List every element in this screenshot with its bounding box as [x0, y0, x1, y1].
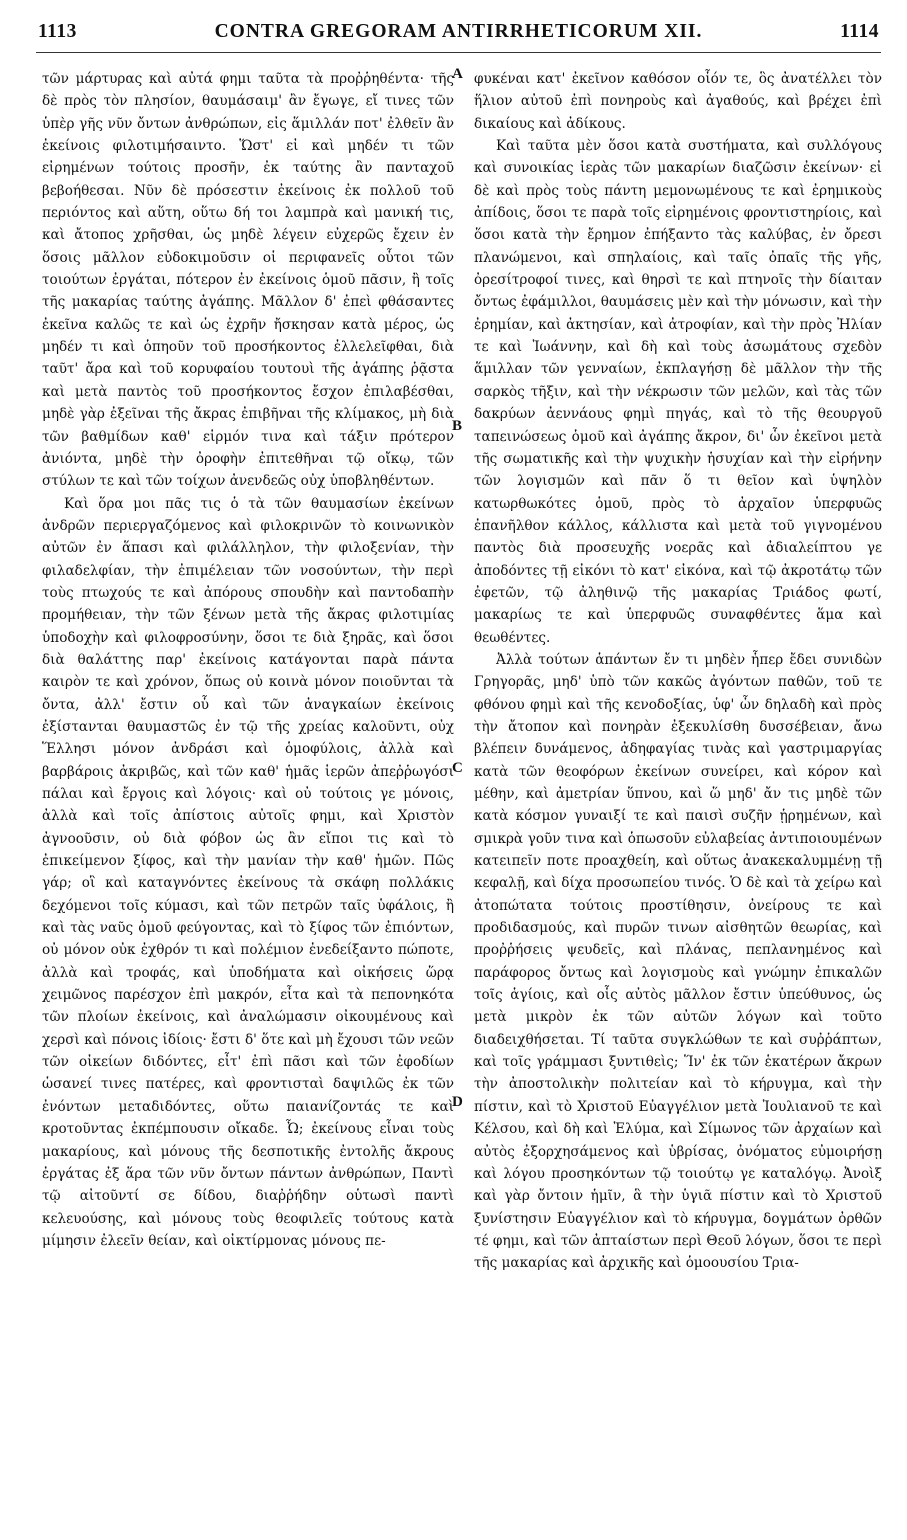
page-number-left: 1113	[38, 21, 77, 42]
paragraph: φυκέναι κατ' ἐκεῖνον καθόσον οἷόν τε, ὃς ἀνατέλλει τὸν ἥλιον αὐτοῦ ἐπὶ πονηροὺς καὶ ἀγαθούς, καὶ βρέχει ἐπὶ δικαίους καὶ ἀδίκους.	[474, 71, 882, 132]
paragraph: Καὶ ταῦτα μὲν ὅσοι κατὰ συστήματα, καὶ συλλόγους καὶ συνοικίας ἱερὰς τῶν μακαρίων διαζῶσιν ἐκείνων· εἰ δὲ καὶ πρὸς τοὺς πάντη μεμονωμένους τε καὶ ἐρημικοὺς ἀπίδοις, ὅσοι τε παρὰ τοῖς εἰρημένοις φροντιστηρίοις, καὶ ὅσοι κατὰ τὴν ἔρημον ἐπήξαντο τὰς καλύβας, ἐν ὄρεσι πλανώμενοι, καὶ σπηλαίοις, καὶ ταῖς ὀπαῖς τῆς γῆς, ὀρεσίτροφοί τινες, καὶ θηρσὶ τε καὶ πτηνοῖς τὴν δίαιταν ὄντως ἐφάμιλλοι, θαυμάσεις μὲν καὶ τὴν μόνωσιν, καὶ τὴν ἐρημίαν, καὶ ἀκτησίαν, καὶ ἀτροφίαν, καὶ τὴν πρὸς Ἠλίαν τε καὶ Ἰωάννην, καὶ δὴ καὶ τοὺς ἀσωμάτους σχεδὸν ἅμιλλαν τῶν γενναίων, ἐκπλαγήσῃ δὲ μᾶλλον τὴν τῆς σαρκὸς τῆξιν, καὶ τὴν νέκρωσιν τῶν μελῶν, καὶ τὰς τῶν δακρύων ἀεννάους φημὶ πηγάς, καὶ τὸ τῆς θεουργοῦ ταπεινώσεως ὁμοῦ καὶ ἀγάπης ἄκρον, δι' ὧν ἐκεῖνοι μετὰ τῆς σωματικῆς καὶ τὴν ψυχικὴν ἡσυχίαν καὶ τὴν εἰρήνην τῶν λογισμῶν καὶ πᾶν ὅ τι θεῖον καὶ ὑψηλὸν κατωρθωκότες ὁμοῦ, πρὸς τὸ ἀρχαῖον ὑπερφυῶς ἐπανῆλθον κάλλος, κάλλιστα καὶ μετὰ τοῦ γιγνομένου παντὸς διὰ προσευχῆς νοερᾶς καὶ ἀδιαλείπτου γε ἀποδόντες τῇ εἰκόνι τὸ κατ' εἰκόνα, καὶ τῷ ἀκροτάτῳ τῶν ἐφετῶν, τῷ ἀληθινῷ τῆς μακαρίας Τριάδος φωτί, μακαρίως τε καὶ ὑπερφυῶς συναφθέντες ἅμα καὶ θεωθέντες.	[474, 138, 882, 646]
running-title: CONTRA GREGORAM ANTIRRHETICORUM XII.	[214, 21, 703, 42]
header-rule	[36, 52, 881, 53]
running-head	[38, 14, 879, 50]
paragraph: Ἀλλὰ τούτων ἁπάντων ἔν τι μηδὲν ἧπερ ἔδει συνιδὼν Γρηγορᾶς, μηδ' ὑπὸ τῶν κακῶς ἀγόντων παθῶν, τοῦ τε φθόνου φημὶ καὶ τῆς κενοδοξίας, ὑφ' ὧν δηλαδὴ καὶ πρὸς τὴν ἄτοπον καὶ πονηρὰν ἐξεκυλίσθη δυσσέβειαν, ἄνω βλέπειν δυνάμενος, ἀδηφαγίας τινὰς καὶ γαστριμαργίας κατὰ τῶν θεοφόρων ἐκείνων συνείρει, καὶ κόρον καὶ μέθην, καὶ ἀμετρίαν ὕπνου, καὶ ὥ μηδ' ἄν τις μηδὲ τῶν κατὰ κόσμον γυναιξί τε καὶ παισὶ συζῆν ᾑρημένων, καὶ σμικρὰ γοῦν τινα καὶ ὁπωσοῦν εὐλαβείας ἀντιποιουμένων κατειπεῖν ποτε προαχθείη, καὶ οὕτως ἀνακεκαλυμμένῃ τῇ κεφαλῇ, καὶ δίχα προσωπείου τινός. Ὁ δὲ καὶ τὰ χείρω καὶ ἀτοπώτατα τούτοις προστίθησιν, ὀνείρους τε καὶ προδιδασμούς, καὶ πυρῶν τινων αἰσθητῶν θεωρίας, καὶ προῤῥήσεις ψευδεῖς, καὶ πλάνας, πεπλανημένος καὶ παράφορος ὄντως καὶ λογισμοὺς καὶ γνώμην ἐπικαλῶν τοῖς ἁγίοις, καὶ οἷς αὐτὸς μᾶλλον ἔστιν ὑπεύθυνος, ὡς μετὰ μικρὸν ἐκ τῶν αὐτῶν λόγων καὶ τοῦτο διαδειχθήσεται. Τί ταῦτα συγκλώθων τε καὶ συῤῥάπτων, καὶ τοῖς γράμμασι ξυντιθεὶς; Ἵν' ἐκ τῶν ἑκατέρων ἄκρων τὴν ἀποστολικὴν πολιτείαν καὶ τὸ κήρυγμα, καὶ τὴν πίστιν, καὶ τὸ Χριστοῦ Εὐαγγέλιον μετὰ Ἰουλιανοῦ τε καὶ Κέλσου, καὶ δὴ καὶ Ἐλύμα, καὶ Σίμωνος τῶν ἀρχαίων καὶ αὐτὸς ἐξορχησάμενος καὶ ὑβρίσας, ὀνόματος εὐμοιρήσῃ καὶ λόγου προσηκόντων τῷ τοιούτῳ γε καταλόγῳ. Ἀνοὶξ καὶ γὰρ ὄντοιν ἡμῖν, ἃ τὴν ὑγιᾶ πίστιν καὶ τὸ Χριστοῦ ξυνίστησιν Εὐαγγέλιον καὶ τὸ κήρυγμα, δογμάτων ὀρθῶν τέ φημι, καὶ τῶν ἀπταίστων περὶ Θεοῦ λόγων, ὅσοι τε περὶ τῆς μακαρίας καὶ ἀρχικῆς καὶ ὁμοουσίου Τρια-	[474, 651, 882, 1272]
margin-letter-a: A	[452, 66, 463, 82]
paragraph: τῶν μάρτυρας καὶ αὐτά φημι ταῦτα τὰ προῤῥηθέντα· τῆς δὲ πρὸς τὸν πλησίον, θαυμάσαιμ' ἂν ἔγωγε, εἴ τινες τῶν ὑπὲρ γῆς νῦν ὄντων ἀνθρώπων, εἰς ἅμιλλάν ποτ' ἐλθεῖν ἂν ἐκείνοις φιλοτιμήσαιντο. Ὥστ' εἰ καὶ μηδέν τι τῶν εἰρημένων τούτοις προσῆν, ἐκ ταύτης ἂν πανταχοῦ βεβοήθεσαι. Νῦν δὲ πρόσεστιν ἐκείνοις ἐκ πολλοῦ τοῦ περιόντος καὶ αὕτη, οὕτω δή τοι λαμπρὰ καὶ μανική τις, καὶ ἄτοπος χρῆσθαι, ὡς μηδὲ λέγειν εὐχερῶς ἔχειν ἐν ὅσοις μᾶλλον εὐδοκιμοῦσιν οἱ περιφανεῖς οὗτοι τῶν τοιούτων ἐργάται, πότερον ἐν ἐκείνοις ὁμοῦ πᾶσιν, ἢ τοῖς τῆς μακαρίας ταύτης ἀγάπης. Μᾶλλον δ' ἐπεὶ φθάσαντες ἐκεῖνα καλῶς τε καὶ ὡς ἐχρῆν ἤσκησαν κατὰ μέρος, ὡς μηδέν τι καὶ ὁπηοῦν τοῦ προσήκοντος ἐλλελεῖφθαι, διὰ ταῦτ' ἄρα καὶ τοῦ κορυφαίου τουτουὶ τῆς ἀγάπης ῥᾷστα καὶ μετὰ παντὸς τοῦ προσήκοντος ἔσχον ἐπιλαβέσθαι, μηδὲ γὰρ ἐξεῖναι τῆς ἄκρας ἐπιβῆναι τῆς κλίμακος, μὴ διὰ τῶν βαθμίδων καθ' εἱρμόν τινα καὶ τάξιν πρότερον ἀνιόντα, μηδὲ τὴν ὀροφὴν ἐπιτεθῆναι τῷ οἴκῳ, τῶν στύλων τε καὶ τῶν τοίχων ἀνενδεῶς οὐχ ὑποβληθέντων.	[42, 71, 454, 490]
margin-letter-d: D	[452, 1094, 463, 1110]
paragraph: Καὶ ὅρα μοι πᾶς τις ὁ τὰ τῶν θαυμασίων ἐκείνων ἀνδρῶν περιεργαζόμενος καὶ φιλοκρινῶν τὸ κοινωνικὸν αὐτῶν ἐν ἅπασι καὶ φιλάλληλον, τὴν φιλοξενίαν, τὴν φιλαδελφίαν, τὴν ἐπιμέλειαν τῶν νοσούντων, τὴν περὶ τοὺς πτωχούς τε καὶ ἀπόρους σπουδὴν καὶ παντοδαπὴν προμήθειαν, τὴν τῶν ξένων μετὰ τῆς ἄκρας φιλοτιμίας ὑποδοχὴν καὶ φιλοφροσύνην, ὅσοι τε διὰ ξηρᾶς, καὶ ὅσοι διὰ θαλάττης παρ' ἐκείνοις κατάγονται παρὰ πάντα καιρὸν τε καὶ χρόνον, ὅπως οὐ κοινὰ μόνον ποιοῦνται τὰ ὄντα, ἀλλ' ἔστιν οὗ καὶ τῶν ἀναγκαίων ἐκείνοις ἐξίστανται θαυμαστῶς ἐν τῷ τῆς χρείας καλοῦντι, οὐχ Ἕλλησι μόνον ἀνδράσι καὶ ὁμοφύλοις, ἀλλὰ καὶ βαρβάροις ἀκριβῶς, καὶ τῶν καθ' ἡμᾶς ἱερῶν ἀπεῤῥωγόσι πάλαι καὶ ἔργοις καὶ λόγοις· καὶ οὐ τούτοις γε μόνοις, ἀλλὰ καὶ τοῖς ἀπίστοις αὐτοῖς φημι, καὶ Χριστὸν ἀγνοοῦσιν, οὐ διὰ φόβον ὡς ἂν εἴποι τις καὶ τὸ ἐπικείμενον ξίφος, καὶ τὴν μανίαν τὴν καθ' ἡμῶν. Πῶς γάρ; οἳ καὶ καταγνόντες ἐκείνους τὰ σκάφη πολλάκις δεχόμενοι τοῖς κύμασι, καὶ τῶν πετρῶν ταῖς ὑφάλοις, ἢ καὶ τὰς ναῦς ὁμοῦ φεύγοντας, καὶ τὸ ξίφος τῶν ἐπιόντων, οὐ μόνον οὐκ ἐχθρόν τι καὶ πολέμιον ἐνεδείξαντο πώποτε, ἀλλὰ καὶ τροφάς, καὶ ὑποδήματα καὶ οἰκήσεις ὥρᾳ χειμῶνος παρέσχον ἐπὶ μακρόν, εἶτα καὶ τὰ πεπονηκότα τῶν πλοίων ἐκείνοις, καὶ ἀναλώμασιν οἰκουμένους καὶ χερσὶ καὶ πόνοις ἰδίοις· ἔστι δ' ὅτε καὶ μὴ ἔχουσι τῶν νεῶν τῶν οἰκείων διδόντες, εἶτ' ἐπὶ πᾶσι καὶ τῶν ἐφοδίων ὡσανεί τινες πατέρες, καὶ φροντισταὶ δαψιλῶς ἐκ τῶν ἐνόντων μεταδιδόντες, οὕτω παιανίζοντάς τε καὶ κροτοῦντας ἐκπέμπουσιν οἴκαδε. Ὦ; ἐκείνους εἶναι τοὺς μακαρίους, καὶ μόνους τῆς δεσποτικῆς ἐντολῆς ἄκρους ἐργάτας ἐξ ἅρα τῶν νῦν ὄντων πάντων ἀνθρώπων, Παντὶ τῷ αἰτοῦντί σε δίδου, διαῤῥήδην οὑτωσὶ παντὶ κελευούσης, καὶ μόνους τοὺς θεοφιλεῖς τούτους κατὰ μίμησιν ἐλεεῖν θείαν, καὶ οἰκτίρμονας μόνους πε-	[42, 495, 454, 1249]
left-column	[42, 68, 454, 1252]
page-number-right: 1114	[840, 21, 879, 42]
margin-letter-b: B	[452, 418, 463, 434]
margin-letter-c: C	[452, 760, 463, 776]
right-column	[474, 68, 882, 1275]
